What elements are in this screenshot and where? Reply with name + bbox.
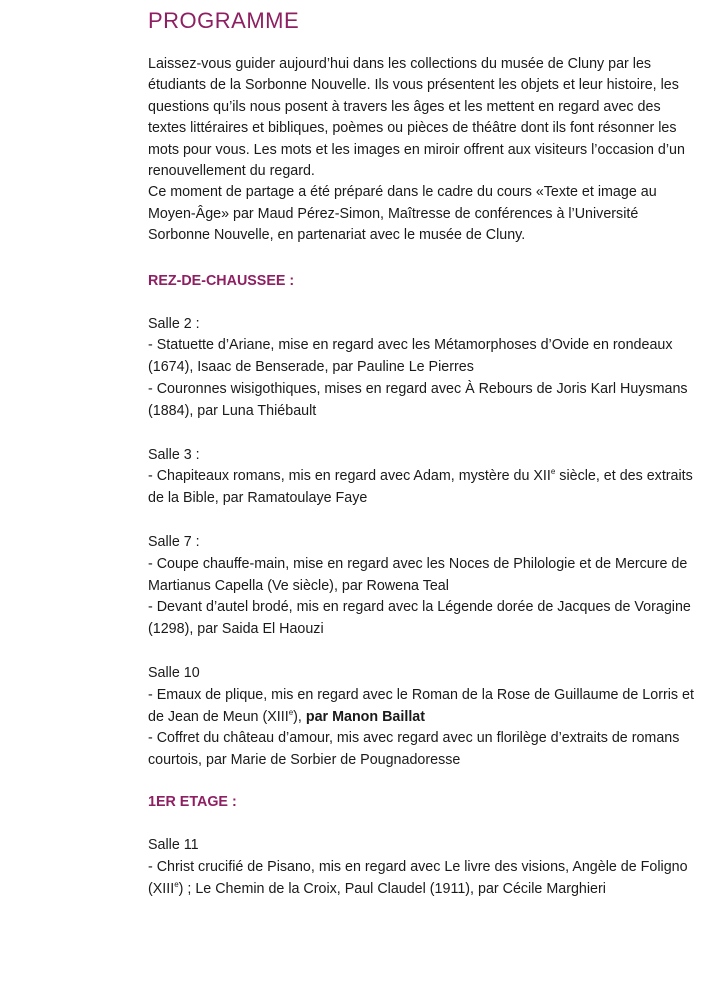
intro-text <box>148 54 696 247</box>
section-heading-ground-floor: REZ-DE-CHAUSSEE : <box>148 272 295 289</box>
salle-7-label: Salle 7 : <box>148 534 200 551</box>
salle-3-item-1-sup: e <box>550 467 556 477</box>
salle-2-item-2: - Couronnes wisigothiques, mises en regard avec À Rebours de Joris Karl Huysmans (1884), par Luna Thiébault <box>148 381 688 419</box>
salle-2-block <box>148 314 696 423</box>
salle-11-item-1-text-b: ) ; Le Chemin de la Croix, Paul Claudel (1911), par Cécile Marghieri <box>178 880 606 897</box>
salle-11-label: Salle 11 <box>148 837 199 853</box>
salle-10-item-1-author: par Manon Baillat <box>305 708 426 725</box>
salle-10-item-1-text-b: ), <box>293 708 306 725</box>
salle-3-item-1 <box>148 466 696 510</box>
salle-11-item-1-text-a: - Christ crucifié de Pisano, mis en regard avec Le livre des visions, Angèle de Foligno (XIII <box>148 858 688 897</box>
salle-3-item-1-text-b: siècle, et des extraits de la Bible, par Ramatoulaye Faye <box>148 468 693 507</box>
salle-7-item-2: - Devant d’autel brodé, mis en regard avec la Légende dorée de Jacques de Voragine (1298), par Saida El Haouzi <box>148 599 691 638</box>
salle-2-label: Salle 2 : <box>148 315 200 332</box>
salle-3-item-1-text-a: - Chapiteaux romans, mis en regard avec Adam, mystère du XII <box>148 468 551 485</box>
intro-paragraph-1: Laissez-vous guider aujourd’hui dans les collections du musée de Cluny par les étudiants de la Sorbonne Nouvelle. Ils vous présentent les objets et leur histoire, les questions qu’ils nous posent à travers les âges et les mettent en regard avec des textes littéraires et bibliques, poèmes ou pièces de théâtre dont ils font résonner les mots pour vous. Les mots et les images en miroir offrent aux visiteurs l’occasion d’un renouvellement du regard. <box>148 56 685 180</box>
salle-11-block <box>148 835 696 900</box>
intro-paragraph-2: Ce moment de partage a été préparé dans le cadre du cours «Texte et image au Moyen-Âge» par Maud Pérez-Simon, Maîtresse de conférences à l’Université Sorbonne Nouvelle, en partenariat avec le musée de Cluny. <box>148 184 657 244</box>
section-heading-first-floor: 1ER ETAGE : <box>148 794 237 810</box>
salle-10-item-1-text-a: - Emaux de plique, mis en regard avec le Roman de la Rose de Guillaume de Lorris et de Jean de Meun (XIII <box>148 686 694 725</box>
salle-7-block <box>148 532 696 641</box>
salle-10-block <box>148 663 696 772</box>
salle-2-item-1: - Statuette d’Ariane, mise en regard avec les Métamorphoses d’Ovide en rondeaux (1674), Isaac de Benserade, par Pauline Le Pierres <box>148 337 673 376</box>
programme-document <box>148 6 696 900</box>
salle-11-item-1-sup: e <box>174 879 179 889</box>
salle-7-item-1: - Coupe chauffe-main, mise en regard avec les Noces de Philologie et de Mercure de Martianus Capella (Ve siècle), par Rowena Teal <box>148 555 688 594</box>
salle-3-block <box>148 445 696 510</box>
salle-10-item-1-sup: e <box>288 707 294 717</box>
salle-10-label: Salle 10 <box>148 665 200 682</box>
salle-10-item-2: - Coffret du château d’amour, mis avec regard avec un florilège d’extraits de romans courtois, par Marie de Sorbier de Pougnadoresse <box>148 730 680 769</box>
page-title: PROGRAMME <box>148 8 300 33</box>
salle-11-item-1 <box>148 857 696 901</box>
salle-10-item-1 <box>148 685 696 729</box>
salle-3-label: Salle 3 : <box>148 446 200 463</box>
